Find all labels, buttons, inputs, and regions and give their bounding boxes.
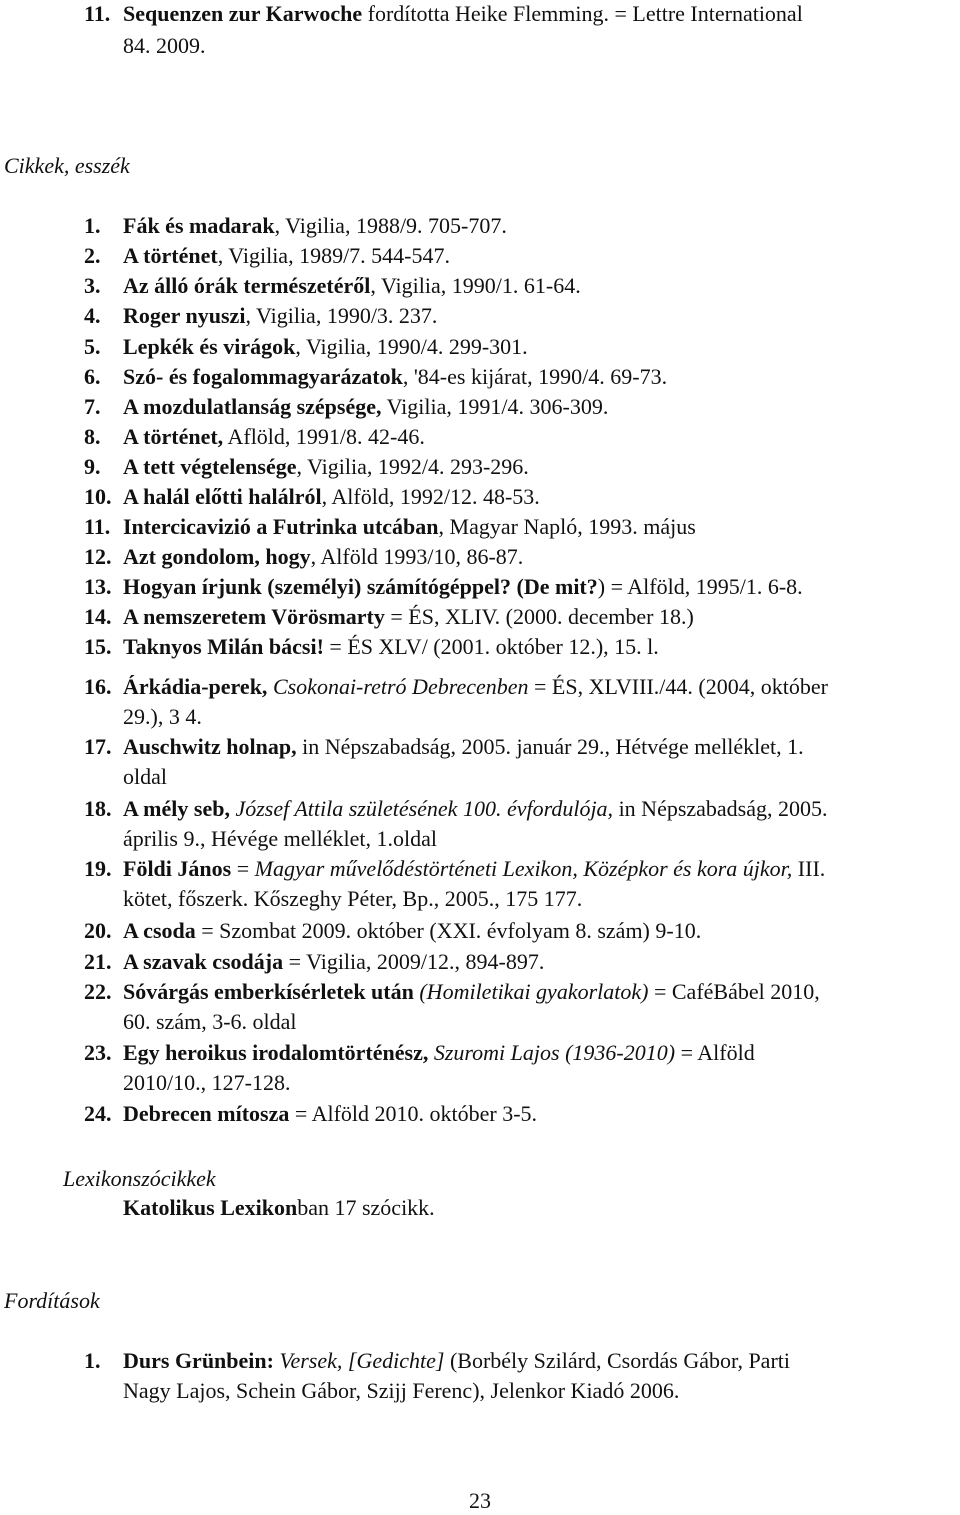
list-item-title: A történet, xyxy=(123,424,224,449)
list-item-details: , Alföld 1993/10, 86-87. xyxy=(310,544,524,569)
list-item xyxy=(123,393,608,421)
list-item xyxy=(123,917,701,945)
list-item-number: 14. xyxy=(84,604,112,629)
list-item-title: A mozdulatlanság szépsége, xyxy=(123,394,382,419)
list-item xyxy=(123,855,825,883)
list-item xyxy=(123,1347,790,1375)
list-item-details: = ÉS, XLIV. (2000. december 18.) xyxy=(384,604,694,629)
list-item-number: 12. xyxy=(84,544,112,569)
list-item-details: Vigilia, 1991/4. 306-309. xyxy=(381,394,609,419)
list-item-details: , Vigilia, 1990/3. 237. xyxy=(245,303,438,328)
list-item-details: , Vigilia, 1988/9. 705-707. xyxy=(274,213,507,238)
list-item xyxy=(123,212,507,240)
list-item-title: A tett végtelensége xyxy=(123,454,297,479)
section-heading-translations: Fordítások xyxy=(4,1288,100,1313)
section-heading-articles: Cikkek, esszék xyxy=(4,153,130,178)
list-item xyxy=(123,483,540,511)
list-item-number: 18. xyxy=(84,796,112,821)
list-item-number: 1. xyxy=(84,1348,101,1373)
section-heading-lexicon: Lexikonszócikkek xyxy=(63,1166,216,1191)
list-item-number: 10. xyxy=(84,484,112,509)
list-item-details: = CaféBábel 2010, xyxy=(648,979,820,1004)
list-item-details: (Borbély Szilárd, Csordás Gábor, Parti xyxy=(444,1348,790,1373)
list-item-title: A csoda xyxy=(123,918,196,943)
lexicon-details: ban 17 szócikk. xyxy=(297,1195,435,1220)
list-item xyxy=(123,272,581,300)
list-item xyxy=(123,673,828,701)
list-item xyxy=(123,242,450,270)
list-item-number: 15. xyxy=(84,634,112,659)
list-item-details: = Szombat 2009. október (XXI. évfolyam 8. szám) 9-10. xyxy=(195,918,702,943)
list-item-details: , Vigilia, 1990/1. 61-64. xyxy=(370,273,581,298)
list-item-title: Hogyan írjunk (személyi) számítógéppel? (De mit? xyxy=(123,574,598,599)
list-item-number: 20. xyxy=(84,918,112,943)
list-item xyxy=(123,1039,755,1067)
entry-text xyxy=(123,0,803,28)
list-item-details: Aflöld, 1991/8. 42-46. xyxy=(223,424,425,449)
list-item-number: 16. xyxy=(84,674,112,699)
list-item-italic-title: Szuromi Lajos (1936-2010) xyxy=(433,1040,676,1065)
list-item-title: A történet xyxy=(123,243,218,268)
list-item-continuation: 29.), 3 4. xyxy=(123,704,202,729)
list-item xyxy=(123,1100,537,1128)
list-item-number: 1. xyxy=(84,213,101,238)
list-item xyxy=(123,978,820,1006)
list-item xyxy=(123,453,529,481)
list-item-number: 17. xyxy=(84,734,112,759)
list-item xyxy=(123,603,694,631)
list-item-title: Az álló órák természetéről xyxy=(123,273,371,298)
list-item-details: , Vigilia, 1990/4. 299-301. xyxy=(295,334,528,359)
list-item-title: Azt gondolom, hogy xyxy=(123,544,311,569)
list-item-number: 13. xyxy=(84,574,112,599)
list-item-details: , Vigilia, 1992/4. 293-296. xyxy=(296,454,529,479)
list-item-details: , '84-es kijárat, 1990/4. 69-73. xyxy=(402,364,668,389)
list-item-title: Lepkék és virágok xyxy=(123,334,296,359)
list-item-number: 22. xyxy=(84,979,112,1004)
list-item-details: = Alföld 2010. október 3-5. xyxy=(289,1101,538,1126)
list-item-title: Durs Grünbein: xyxy=(123,1348,274,1373)
list-item-number: 7. xyxy=(84,394,101,419)
list-item-number: 2. xyxy=(84,243,101,268)
list-item-details: = ÉS XLV/ (2001. október 12.), 15. l. xyxy=(323,634,659,659)
list-item-number: 5. xyxy=(84,334,101,359)
list-item-continuation: oldal xyxy=(123,764,167,789)
list-item xyxy=(123,363,667,391)
list-item xyxy=(123,573,803,601)
list-item-number: 8. xyxy=(84,424,101,449)
list-item-details: , Magyar Napló, 1993. május xyxy=(438,514,696,539)
list-item-continuation: 2010/10., 127-128. xyxy=(123,1070,291,1095)
list-item-number: 6. xyxy=(84,364,101,389)
list-item-title: A mély seb, xyxy=(123,796,230,821)
list-item-title: Fák és madarak xyxy=(123,213,275,238)
list-item-title: Debrecen mítosza xyxy=(123,1101,290,1126)
list-item-continuation: április 9., Hévége melléklet, 1.oldal xyxy=(123,826,438,851)
list-item-italic-title: (Homiletikai gyakorlatok) xyxy=(419,979,649,1004)
list-item-details: , Alföld, 1992/12. 48-53. xyxy=(321,484,540,509)
list-item-details: = xyxy=(231,856,255,881)
list-item-details: III. xyxy=(792,856,826,881)
list-item xyxy=(123,333,528,361)
list-item-details: ) = Alföld, 1995/1. 6-8. xyxy=(597,574,803,599)
list-item xyxy=(123,795,828,823)
page-number: 23 xyxy=(469,1488,491,1513)
list-item-number: 11. xyxy=(84,514,111,539)
entry-continuation: 84. 2009. xyxy=(123,33,206,58)
list-item-details: = Vigilia, 2009/12., 894-897. xyxy=(283,949,545,974)
list-item-title: Sóvárgás emberkísérletek után xyxy=(123,979,414,1004)
list-item-details: in Népszabadság, 2005. január 29., Hétvége melléklet, 1. xyxy=(296,734,804,759)
list-item-number: 23. xyxy=(84,1040,112,1065)
list-item-title: Taknyos Milán bácsi! xyxy=(123,634,324,659)
list-item-title: Egy heroikus irodalomtörténész, xyxy=(123,1040,429,1065)
entry-number: 11. xyxy=(84,1,111,26)
list-item-continuation: Nagy Lajos, Schein Gábor, Szijj Ferenc), Jelenkor Kiadó 2006. xyxy=(123,1378,680,1403)
list-item-number: 19. xyxy=(84,856,112,881)
list-item xyxy=(123,423,425,451)
list-item-number: 24. xyxy=(84,1101,112,1126)
list-item xyxy=(123,302,437,330)
list-item xyxy=(123,633,659,661)
list-item xyxy=(123,543,523,571)
list-item xyxy=(123,513,696,541)
list-item-italic-title: József Attila születésének 100. évfordulója, xyxy=(235,796,614,821)
entry-details: fordította Heike Flemming. = Lettre International xyxy=(362,1,803,26)
list-item-title: A nemszeretem Vörösmarty xyxy=(123,604,385,629)
list-item-number: 3. xyxy=(84,273,101,298)
list-item-details: , Vigilia, 1989/7. 544-547. xyxy=(217,243,451,268)
list-item-continuation: kötet, főszerk. Kőszeghy Péter, Bp., 2005., 175 177. xyxy=(123,886,583,911)
list-item-number: 4. xyxy=(84,303,101,328)
list-item-italic-title: Csokonai-retró Debrecenben xyxy=(272,674,529,699)
lexicon-entry xyxy=(123,1194,435,1222)
list-item-title: A halál előtti halálról xyxy=(123,484,322,509)
list-item-number: 21. xyxy=(84,949,112,974)
list-item-title: Intercicavizió a Futrinka utcában xyxy=(123,514,439,539)
list-item xyxy=(123,948,544,976)
list-item-title: Földi János xyxy=(123,856,232,881)
list-item-details: = Alföld xyxy=(675,1040,755,1065)
list-item-italic-title: Versek, [Gedichte] xyxy=(279,1348,445,1373)
list-item-title: Szó- és fogalommagyarázatok xyxy=(123,364,403,389)
list-item-number: 9. xyxy=(84,454,101,479)
list-item-title: Árkádia-perek, xyxy=(123,674,268,699)
list-item-title: A szavak csodája xyxy=(123,949,284,974)
list-item-details: = ÉS, XLVIII./44. (2004, október xyxy=(528,674,828,699)
list-item-title: Auschwitz holnap, xyxy=(123,734,297,759)
lexicon-title: Katolikus Lexikon xyxy=(123,1195,298,1220)
list-item-details: in Népszabadság, 2005. xyxy=(613,796,828,821)
list-item-title: Roger nyuszi xyxy=(123,303,246,328)
entry-title: Sequenzen zur Karwoche xyxy=(123,1,363,26)
list-item xyxy=(123,733,804,761)
list-item-italic-title: Magyar művelődéstörténeti Lexikon, Középkor és kora újkor, xyxy=(254,856,793,881)
list-item-continuation: 60. szám, 3-6. oldal xyxy=(123,1009,297,1034)
